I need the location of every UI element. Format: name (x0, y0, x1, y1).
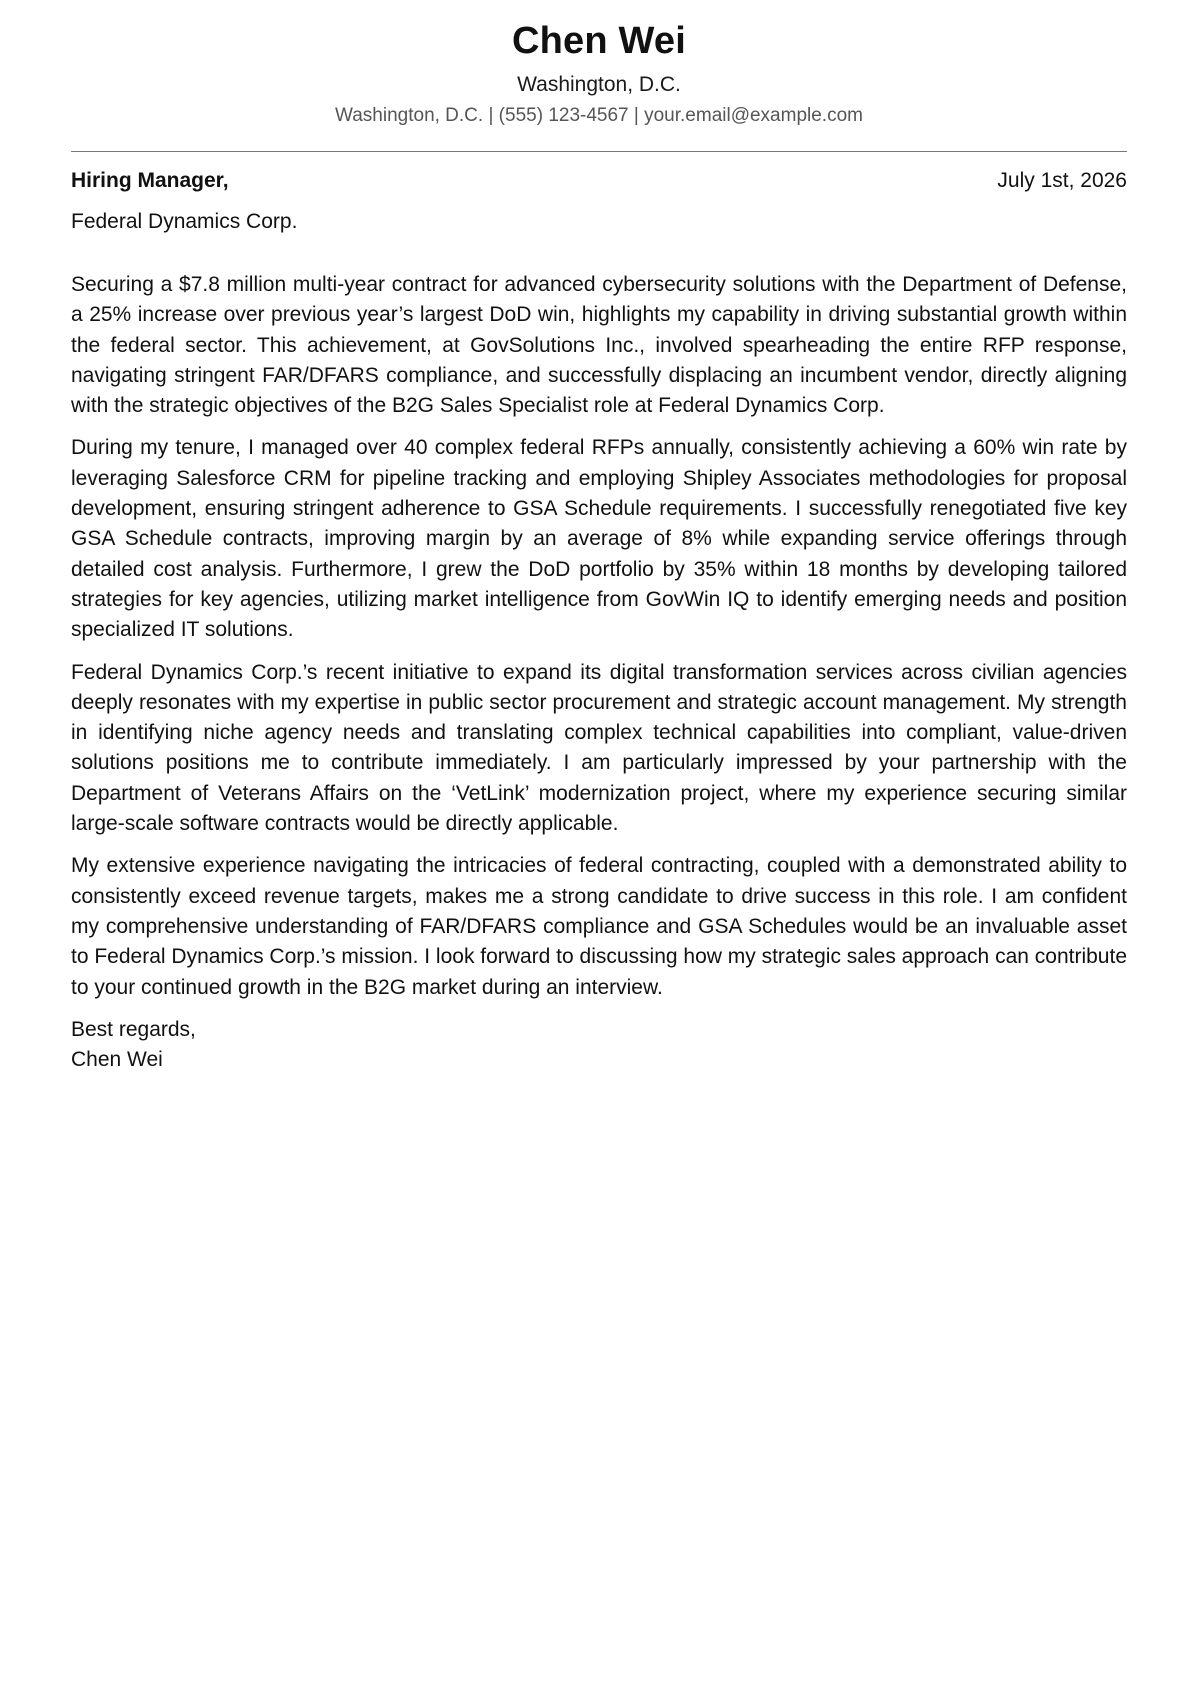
applicant-name: Chen Wei (511, 20, 687, 62)
closing-block (71, 1015, 1127, 1075)
applicant-location: Washington, D.C. (517, 73, 681, 96)
signature-name: Chen Wei (71, 1047, 163, 1071)
body-paragraph: Federal Dynamics Corp.’s recent initiative to expand its digital transformation services across civilian agencies deeply resonates with my expertise in public sector procurement and strategic account management. My strength in identifying niche agency needs and translating complex technical capabilities into compliant, value-driven solutions positions me to contribute immediately. I am particularly impressed by your partnership with the Department of Veterans Affairs on the ‘VetLink’ modernization project, where my experience securing similar large-scale software contracts would be directly applicable. (71, 660, 1127, 836)
letter-date: July 1st, 2026 (997, 169, 1127, 192)
closing-phrase: Best regards, (71, 1017, 196, 1041)
letter-body (71, 270, 1127, 1003)
cover-letter-page (71, 0, 1127, 1075)
recipient-row (71, 168, 1127, 194)
contact-line: Washington, D.C. | (555) 123-4567 | your.email@example.com (335, 105, 863, 126)
recipient-company: Federal Dynamics Corp. (71, 210, 298, 233)
body-paragraph: During my tenure, I managed over 40 complex federal RFPs annually, consistently achieving a 60% win rate by leveraging Salesforce CRM for pipeline tracking and employing Shipley Associates methodologies for proposal development, ensuring stringent adherence to GSA Schedule requirements. I successfully renegotiated five key GSA Schedule contracts, improving margin by an average of 8% while expanding service offerings through detailed cost analysis. Furthermore, I grew the DoD portfolio by 35% within 18 months by developing tailored strategies for key agencies, utilizing market intelligence from GovWin IQ to identify emerging needs and position specialized IT solutions. (71, 436, 1127, 642)
salutation: Hiring Manager, (71, 169, 229, 192)
header-divider (71, 151, 1127, 152)
body-paragraph: Securing a $7.8 million multi-year contract for advanced cybersecurity solutions with the Department of Defense, a 25% increase over previous year’s largest DoD win, highlights my capability in driving substantial growth within the federal sector. This achievement, at GovSolutions Inc., involved spearheading the entire RFP response, navigating stringent FAR/DFARS compliance, and successfully displacing an incumbent vendor, directly aligning with the strategic objectives of the B2G Sales Specialist role at Federal Dynamics Corp. (71, 273, 1127, 418)
body-paragraph: My extensive experience navigating the intricacies of federal contracting, coupled with a demonstrated ability to consistently exceed revenue targets, makes me a strong candidate to drive success in this role. I am confident my comprehensive understanding of FAR/DFARS compliance and GSA Schedules would be an invaluable asset to Federal Dynamics Corp.’s mission. I look forward to discussing how my strategic sales approach can contribute to your continued growth in the B2G market during an interview. (71, 854, 1127, 999)
